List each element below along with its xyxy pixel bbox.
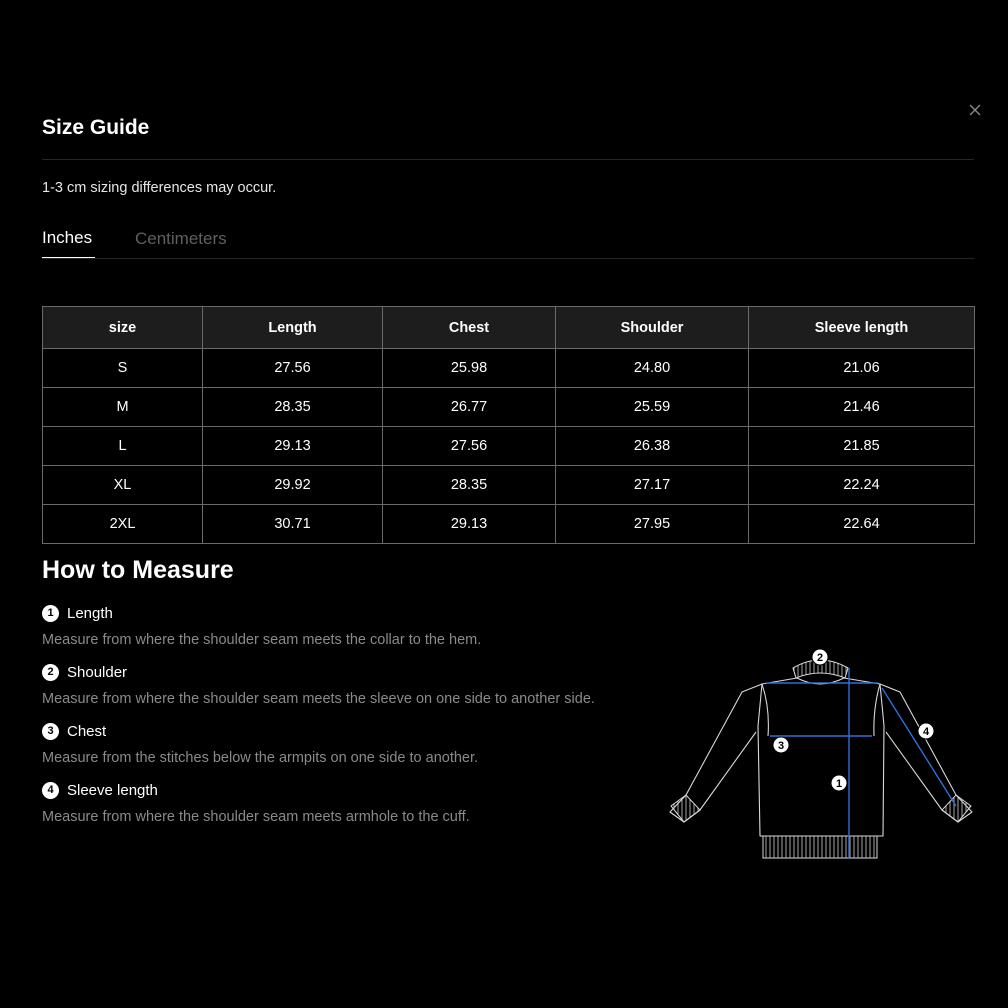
number-badge: 2: [42, 664, 59, 681]
marker-4: [918, 723, 934, 739]
marker-1: [831, 775, 847, 791]
sizing-note: 1-3 cm sizing differences may occur.: [42, 180, 277, 196]
table-row: [43, 427, 975, 466]
table-cell: 29.13: [203, 427, 383, 466]
measure-description: Measure from the stitches below the armpits on one side to another.: [42, 750, 479, 766]
table-row: [43, 388, 975, 427]
tab-inches[interactable]: Inches: [42, 218, 95, 259]
header-divider: [42, 159, 974, 160]
number-badge: 1: [42, 605, 59, 622]
table-cell: 21.85: [749, 427, 975, 466]
how-to-measure-title: How to Measure: [42, 556, 234, 584]
table-cell: 22.24: [749, 466, 975, 505]
tab-centimeters[interactable]: Centimeters: [135, 218, 245, 259]
table-header-row: [43, 307, 975, 349]
svg-text:2: 2: [816, 652, 824, 664]
table-cell: 25.98: [383, 349, 556, 388]
marker-2: [812, 649, 828, 665]
measure-item-chest: [42, 720, 662, 779]
measure-list: [42, 602, 662, 838]
measure-label: Chest: [67, 722, 107, 740]
table-row: [43, 466, 975, 505]
table-cell: 28.35: [203, 388, 383, 427]
table-cell: M: [43, 388, 203, 427]
column-header-length: Length: [203, 307, 383, 349]
table-cell: 27.56: [383, 427, 556, 466]
table-row: [43, 505, 975, 544]
number-badge: 4: [42, 782, 59, 799]
table-cell: L: [43, 427, 203, 466]
table-cell: 29.92: [203, 466, 383, 505]
table-cell: 27.56: [203, 349, 383, 388]
column-header-chest: Chest: [383, 307, 556, 349]
measure-description: Measure from where the shoulder seam meets the collar to the hem.: [42, 632, 482, 648]
table-cell: 29.13: [383, 505, 556, 544]
table-cell: XL: [43, 466, 203, 505]
measure-description: Measure from where the shoulder seam meets armhole to the cuff.: [42, 809, 470, 825]
table-cell: 21.46: [749, 388, 975, 427]
measure-item-sleeve-length: [42, 779, 662, 838]
measure-label: Sleeve length: [67, 781, 158, 799]
table-cell: 22.64: [749, 505, 975, 544]
unit-tabs: [42, 218, 974, 259]
tabs-divider: [42, 258, 974, 259]
table-cell: 28.35: [383, 466, 556, 505]
sweater-diagram-icon: [668, 645, 973, 860]
close-icon: [966, 101, 984, 119]
table-row: [43, 349, 975, 388]
marker-3: [773, 737, 789, 753]
table-cell: S: [43, 349, 203, 388]
table-cell: 25.59: [556, 388, 749, 427]
column-header-sleeve-length: Sleeve length: [749, 307, 975, 349]
svg-text:4: 4: [922, 726, 930, 738]
table-cell: 30.71: [203, 505, 383, 544]
measure-description: Measure from where the shoulder seam meets the sleeve on one side to another side.: [42, 691, 595, 707]
table-cell: 24.80: [556, 349, 749, 388]
table-cell: 27.17: [556, 466, 749, 505]
table-cell: 26.77: [383, 388, 556, 427]
size-table: [42, 306, 975, 544]
page-title: Size Guide: [42, 116, 150, 139]
measure-label: Length: [67, 604, 113, 622]
table-cell: 21.06: [749, 349, 975, 388]
table-cell: 26.38: [556, 427, 749, 466]
column-header-size: size: [43, 307, 203, 349]
measure-label: Shoulder: [67, 663, 128, 681]
table-cell: 2XL: [43, 505, 203, 544]
close-button[interactable]: [966, 101, 984, 119]
number-badge: 3: [42, 723, 59, 740]
column-header-shoulder: Shoulder: [556, 307, 749, 349]
measure-item-length: [42, 602, 662, 661]
table-cell: 27.95: [556, 505, 749, 544]
svg-text:1: 1: [835, 778, 843, 790]
svg-text:3: 3: [777, 740, 785, 752]
measure-item-shoulder: [42, 661, 662, 720]
